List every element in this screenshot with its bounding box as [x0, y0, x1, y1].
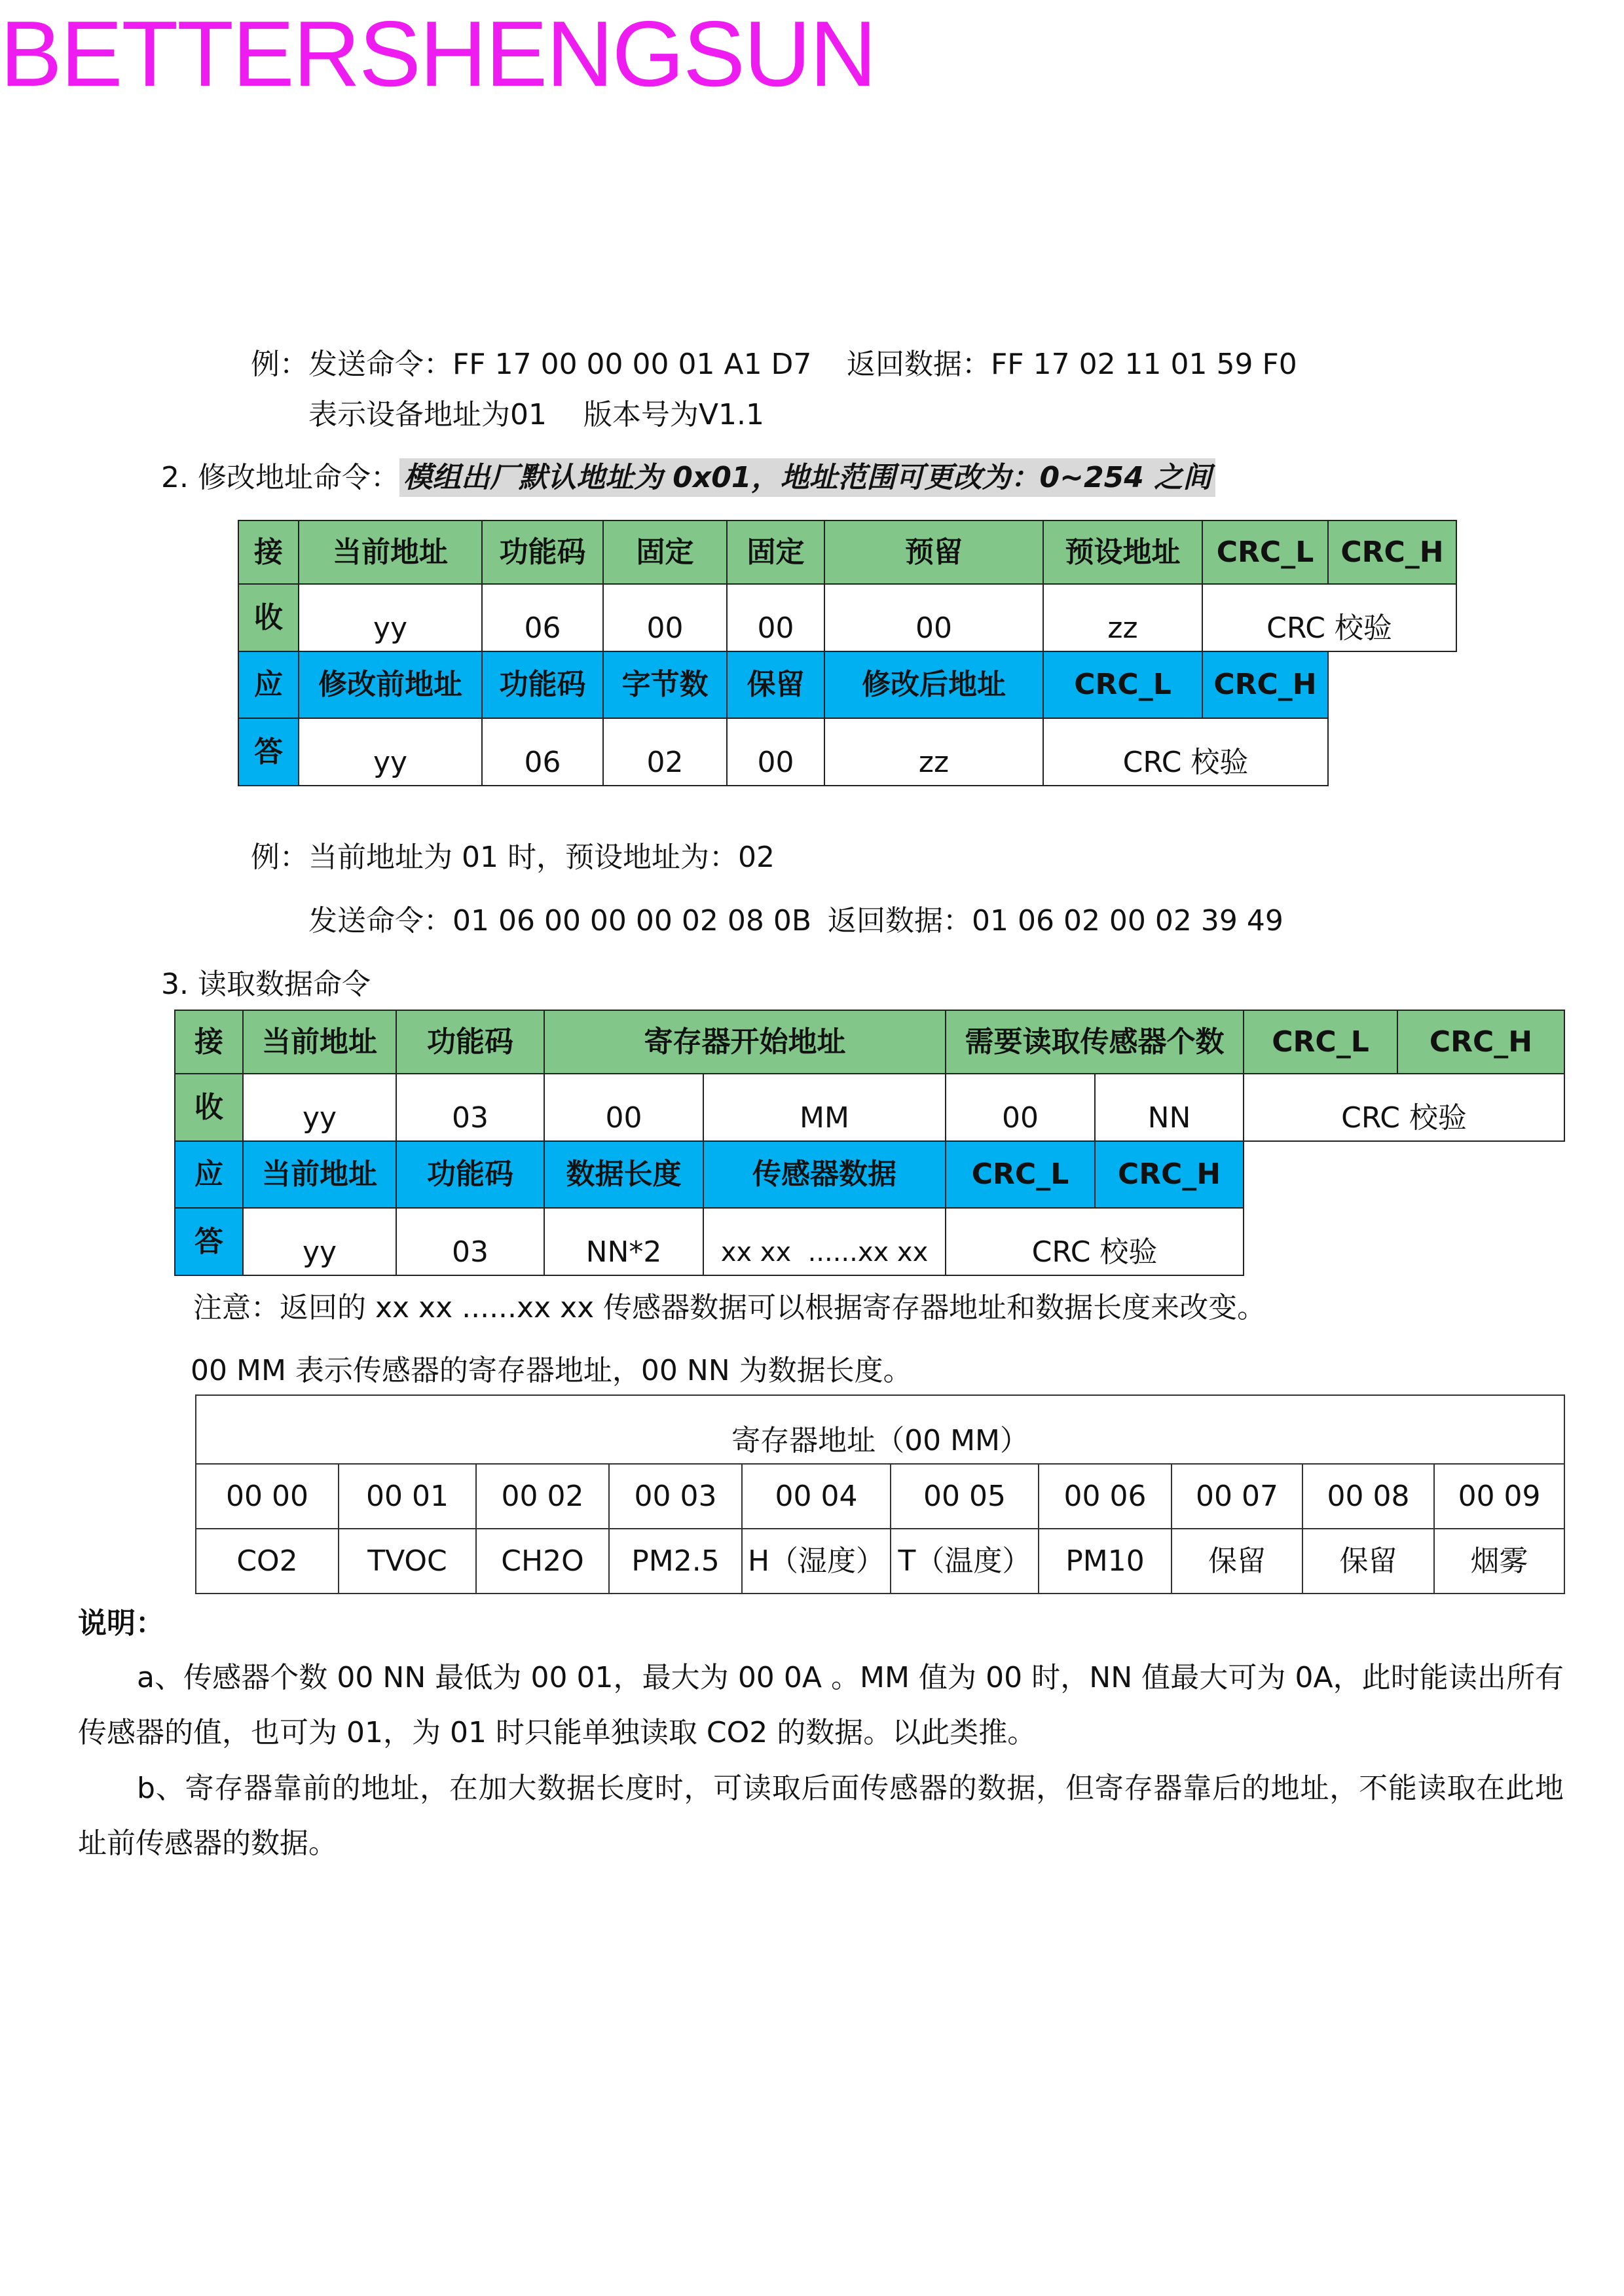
value-cell: zz — [824, 718, 1043, 786]
header-cell: 修改前地址 — [299, 651, 482, 718]
register-sensor-cell: PM2.5 — [609, 1529, 742, 1594]
value-cell: yy — [243, 1208, 396, 1275]
section2-heading — [161, 458, 1215, 498]
section2-highlight: 模组出厂默认地址为 0x01，地址范围可更改为：0~254 之间 — [399, 458, 1215, 497]
example1-reply: 返回数据：FF 17 02 11 01 59 F0 — [847, 348, 1297, 381]
recv-header-row — [175, 1010, 1564, 1074]
header-cell: 固定 — [603, 520, 727, 584]
empty-cell — [1328, 651, 1456, 718]
resp-label: 应 — [175, 1141, 243, 1208]
example1-send: 例：发送命令：FF 17 00 00 00 01 A1 D7 — [251, 348, 812, 381]
header-cell: CRC_L — [946, 1141, 1095, 1208]
example2-reply: 返回数据：01 06 02 00 02 39 49 — [828, 904, 1283, 938]
header-cell: 数据长度 — [544, 1141, 703, 1208]
register-address-cell: 00 07 — [1172, 1464, 1302, 1529]
header-cell: CRC_H — [1397, 1010, 1564, 1074]
register-address-table — [195, 1394, 1565, 1594]
header-cell: 当前地址 — [243, 1010, 396, 1074]
header-cell: 预设地址 — [1043, 520, 1202, 584]
value-cell: yy — [243, 1074, 396, 1141]
example1-note: 表示设备地址为01 版本号为V1.1 — [308, 398, 765, 431]
register-sensor-cell: 烟雾 — [1434, 1529, 1564, 1594]
register-sensor-cell: 保留 — [1172, 1529, 1302, 1594]
header-cell: CRC_H — [1328, 520, 1456, 584]
section3-note2: 00 MM 表示传感器的寄存器地址，00 NN 为数据长度。 — [191, 1354, 912, 1387]
recv-label: 收 — [238, 584, 299, 651]
header-cell: 当前地址 — [299, 520, 482, 584]
register-address-cell: 00 01 — [339, 1464, 476, 1529]
header-cell: CRC_H — [1202, 651, 1328, 718]
register-sensor-cell: TVOC — [339, 1529, 476, 1594]
register-title-row — [196, 1395, 1564, 1464]
register-address-cell: 00 00 — [196, 1464, 339, 1529]
header-cell: 预留 — [824, 520, 1043, 584]
register-address-row — [196, 1464, 1564, 1529]
register-address-cell: 00 06 — [1039, 1464, 1172, 1529]
header-cell: 功能码 — [482, 651, 603, 718]
value-cell: yy — [299, 718, 482, 786]
register-address-cell: 00 09 — [1434, 1464, 1564, 1529]
brand-logo: BETTERSHENGSUN — [0, 2, 876, 106]
header-cell: 保留 — [727, 651, 824, 718]
value-cell: 00 — [603, 584, 727, 651]
header-cell: 固定 — [727, 520, 824, 584]
register-address-cell: 00 08 — [1302, 1464, 1434, 1529]
register-address-cell: 00 02 — [476, 1464, 609, 1529]
register-sensor-cell: H（湿度） — [742, 1529, 891, 1594]
register-sensor-cell: T（温度） — [891, 1529, 1039, 1594]
resp-header-row — [175, 1141, 1564, 1208]
value-cell: 02 — [603, 718, 727, 786]
resp-value-row — [238, 718, 1456, 786]
header-cell: CRC_L — [1202, 520, 1328, 584]
register-address-cell: 00 04 — [742, 1464, 891, 1529]
header-cell: CRC_L — [1043, 651, 1202, 718]
header-cell: 修改后地址 — [824, 651, 1043, 718]
value-cell: 00 — [727, 584, 824, 651]
example2-line1: 例：当前地址为 01 时，预设地址为：02 — [251, 841, 775, 874]
empty-cell — [1328, 718, 1456, 786]
empty-cell — [1244, 1141, 1564, 1208]
header-cell: CRC_L — [1244, 1010, 1397, 1074]
resp-label: 答 — [238, 718, 299, 786]
value-cell: CRC 校验 — [1244, 1074, 1564, 1141]
value-cell: 06 — [482, 584, 603, 651]
value-cell: NN — [1095, 1074, 1244, 1141]
resp-label: 答 — [175, 1208, 243, 1275]
header-cell: CRC_H — [1095, 1141, 1244, 1208]
header-cell: 当前地址 — [243, 1141, 396, 1208]
recv-label: 接 — [238, 520, 299, 584]
value-cell: xx xx ......xx xx — [703, 1208, 946, 1275]
recv-label: 接 — [175, 1010, 243, 1074]
resp-label: 应 — [238, 651, 299, 718]
register-table-title: 寄存器地址（00 MM） — [196, 1395, 1564, 1464]
register-sensor-row — [196, 1529, 1564, 1594]
value-cell: 00 — [727, 718, 824, 786]
value-cell: NN*2 — [544, 1208, 703, 1275]
explanation-b: b、寄存器靠前的地址，在加大数据长度时，可读取后面传感器的数据，但寄存器靠后的地址，不能读取在此地址前传感器的数据。 — [78, 1772, 1564, 1860]
header-cell: 传感器数据 — [703, 1141, 946, 1208]
register-sensor-cell: CO2 — [196, 1529, 339, 1594]
value-cell: zz — [1043, 584, 1202, 651]
value-cell: MM — [703, 1074, 946, 1141]
value-cell: CRC 校验 — [946, 1208, 1244, 1275]
section2-title: 2. 修改地址命令： — [161, 461, 399, 494]
explanation-a: a、传感器个数 00 NN 最低为 00 01，最大为 00 0A 。MM 值为 00 时，NN 值最大可为 0A，此时能读出所有传感器的值，也可为 01，为 01 时只能单独读取 CO2 的数据。以此类推。 — [78, 1661, 1564, 1749]
value-cell: 00 — [824, 584, 1043, 651]
value-cell: yy — [299, 584, 482, 651]
register-address-cell: 00 05 — [891, 1464, 1039, 1529]
section3-title: 3. 读取数据命令 — [161, 968, 371, 1001]
value-cell: 03 — [396, 1208, 544, 1275]
example2-send: 发送命令：01 06 00 00 00 02 08 0B — [308, 904, 812, 938]
value-cell: 00 — [544, 1074, 703, 1141]
recv-header-row — [238, 520, 1456, 584]
recv-value-row — [175, 1074, 1564, 1141]
value-cell: CRC 校验 — [1202, 584, 1456, 651]
value-cell: 03 — [396, 1074, 544, 1141]
empty-cell — [1244, 1208, 1564, 1275]
section3-note1: 注意：返回的 xx xx ......xx xx 传感器数据可以根据寄存器地址和数据长度来改变。 — [193, 1291, 1266, 1324]
recv-value-row — [238, 584, 1456, 651]
register-address-cell: 00 03 — [609, 1464, 742, 1529]
register-sensor-cell: 保留 — [1302, 1529, 1434, 1594]
resp-value-row — [175, 1208, 1564, 1275]
header-cell: 功能码 — [482, 520, 603, 584]
header-cell: 功能码 — [396, 1010, 544, 1074]
header-cell: 寄存器开始地址 — [544, 1010, 946, 1074]
value-cell: CRC 校验 — [1043, 718, 1328, 786]
resp-header-row — [238, 651, 1456, 718]
value-cell: 06 — [482, 718, 603, 786]
value-cell: 00 — [946, 1074, 1095, 1141]
header-cell: 需要读取传感器个数 — [946, 1010, 1244, 1074]
recv-label: 收 — [175, 1074, 243, 1141]
register-sensor-cell: PM10 — [1039, 1529, 1172, 1594]
read-data-table — [174, 1010, 1565, 1276]
header-cell: 功能码 — [396, 1141, 544, 1208]
modify-address-table — [238, 520, 1457, 786]
header-cell: 字节数 — [603, 651, 727, 718]
explanation-title: 说明： — [78, 1607, 164, 1640]
register-sensor-cell: CH2O — [476, 1529, 609, 1594]
